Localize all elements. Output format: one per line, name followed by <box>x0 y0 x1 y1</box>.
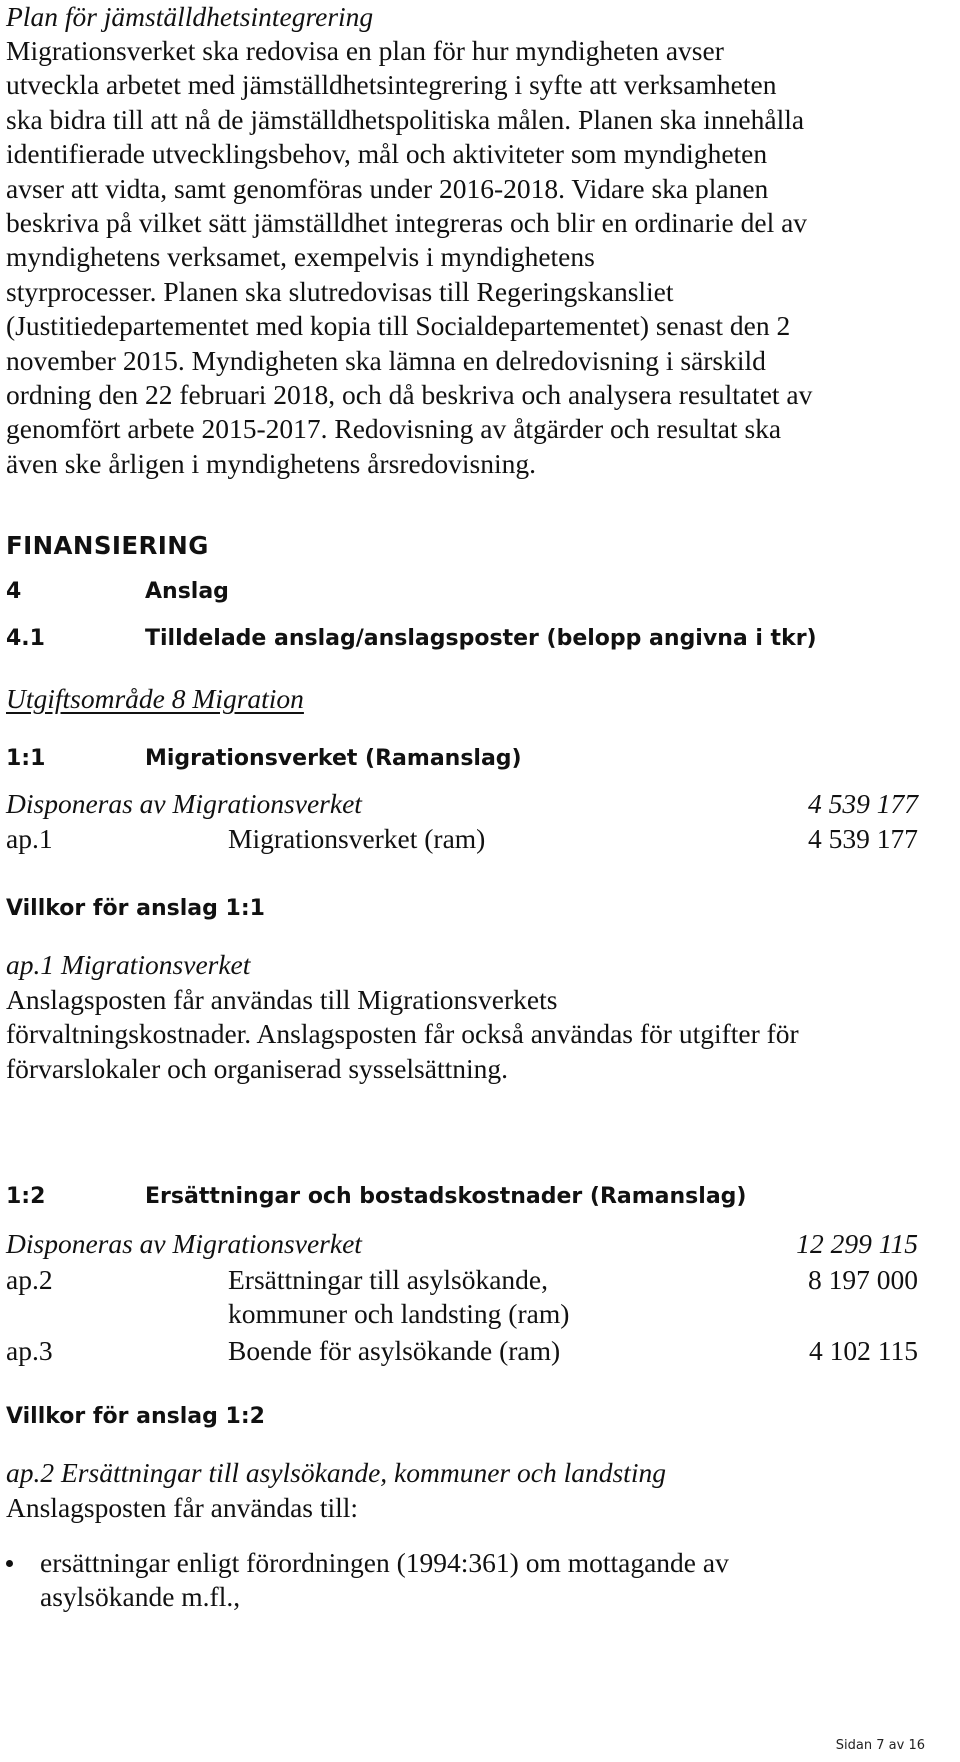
page-number: Sidan 7 av 16 <box>835 1738 925 1753</box>
anslagspost-row <box>6 823 918 857</box>
anslag-1-1-heading <box>6 746 906 776</box>
anslagspost-name: Ersättningar till asylsökande, <box>228 1264 548 1295</box>
villkor-1-2-heading <box>6 1404 606 1434</box>
section-4-1-heading <box>6 626 906 656</box>
list-item-line: asylsökande m.fl., <box>40 1581 241 1613</box>
anslagspost-ap: ap.3 <box>6 1335 53 1366</box>
villkor-intro: Anslagsposten får användas till: <box>6 1492 359 1523</box>
disponeras-row <box>6 1228 918 1262</box>
section-4-heading <box>6 579 906 609</box>
utgiftsomrade-heading: Utgiftsområde 8 Migration <box>6 683 304 714</box>
anslag-number: 1:1 <box>6 746 46 771</box>
paragraph-line: genomfört arbete 2015-2017. Redovisning av åtgärder och resultat ska <box>6 413 782 445</box>
anslagspost-row <box>6 1264 918 1334</box>
anslagspost-name-cont: kommuner och landsting (ram) <box>228 1298 570 1329</box>
villkor-heading-text: Villkor för anslag 1:2 <box>6 1404 265 1429</box>
paragraph-line: förvarslokaler och organiserad sysselsättning. <box>6 1052 508 1084</box>
anslag-label: Migrationsverket (Ramanslag) <box>145 746 522 771</box>
disponeras-label: Disponeras av Migrationsverket <box>6 788 362 819</box>
paragraph-line: avser att vidta, samt genomföras under 2016-2018. Vidare ska planen <box>6 172 769 204</box>
anslag-1-2-heading <box>6 1184 906 1214</box>
paragraph-line: (Justitiedepartementet med kopia till Socialdepartementet) senast den 2 <box>6 310 791 342</box>
paragraph-line: Migrationsverket ska redovisa en plan för hur myndigheten avser <box>6 35 724 66</box>
anslagspost-ap: ap.2 <box>6 1264 53 1295</box>
section-label: Tilldelade anslag/anslagsposter (belopp angivna i tkr) <box>145 626 817 651</box>
paragraph-line: ordning den 22 februari 2018, och då beskriva och analysera resultatet av <box>6 379 813 411</box>
bullet-icon <box>6 1560 13 1567</box>
paragraph-line: Anslagsposten får användas till Migrationsverkets <box>6 984 558 1015</box>
anslagspost-name: Migrationsverket (ram) <box>228 823 486 854</box>
villkor-paragraph <box>6 983 799 1086</box>
paragraph-line: ska bidra till att nå de jämställdhetspolitiska målen. Planen ska innehålla <box>6 103 805 135</box>
paragraph-line: november 2015. Myndigheten ska lämna en delredovisning i särskild <box>6 344 766 376</box>
plan-heading: Plan för jämställdhetsintegrering <box>6 1 374 32</box>
paragraph-line: myndighetens verksamet, exempelvis i myndighetens <box>6 241 595 273</box>
paragraph-line: styrprocesser. Planen ska slutredovisas till Regeringskansliet <box>6 275 674 307</box>
list-item <box>6 1546 936 1616</box>
paragraph-line: beskriva på vilket sätt jämställdhet integreras och blir en ordinarie del av <box>6 207 808 239</box>
villkor-heading-text: Villkor för anslag 1:1 <box>6 896 265 921</box>
plan-paragraph <box>6 34 812 481</box>
anslagspost-amount: 8 197 000 <box>808 1264 918 1295</box>
anslagspost-ap: ap.1 <box>6 823 53 854</box>
paragraph-line: även ske årligen i myndighetens årsredovisning. <box>6 447 537 479</box>
disponeras-row <box>6 788 918 822</box>
list-item-line: ersättningar enligt förordningen (1994:361) om mottagande av <box>40 1547 729 1578</box>
paragraph-line: identifierade utvecklingsbehov, mål och aktiviteter som myndigheten <box>6 138 768 170</box>
list-item-text <box>40 1546 729 1615</box>
paragraph-line: utveckla arbetet med jämställdhetsintegrering i syfte att verksamheten <box>6 69 777 101</box>
section-number: 4.1 <box>6 626 45 651</box>
anslagspost-amount: 4 102 115 <box>809 1335 918 1366</box>
villkor-ap-heading: ap.2 Ersättningar till asylsökande, kommuner och landsting <box>6 1457 666 1488</box>
anslagspost-name: Boende för asylsökande (ram) <box>228 1335 561 1366</box>
villkor-ap-heading: ap.1 Migrationsverket <box>6 949 251 980</box>
disponeras-amount: 12 299 115 <box>796 1228 918 1259</box>
anslagspost-amount: 4 539 177 <box>808 823 918 854</box>
anslag-number: 1:2 <box>6 1184 46 1209</box>
anslag-label: Ersättningar och bostadskostnader (Ramanslag) <box>145 1184 747 1209</box>
villkor-1-1-heading <box>6 896 606 926</box>
disponeras-label: Disponeras av Migrationsverket <box>6 1228 362 1259</box>
paragraph-line: förvaltningskostnader. Anslagsposten får också användas för utgifter för <box>6 1018 799 1050</box>
disponeras-amount: 4 539 177 <box>808 788 918 819</box>
section-number: 4 <box>6 579 22 604</box>
section-label: Anslag <box>145 579 229 604</box>
finansiering-heading: FINANSIERING <box>6 531 209 560</box>
anslagspost-row <box>6 1335 918 1369</box>
